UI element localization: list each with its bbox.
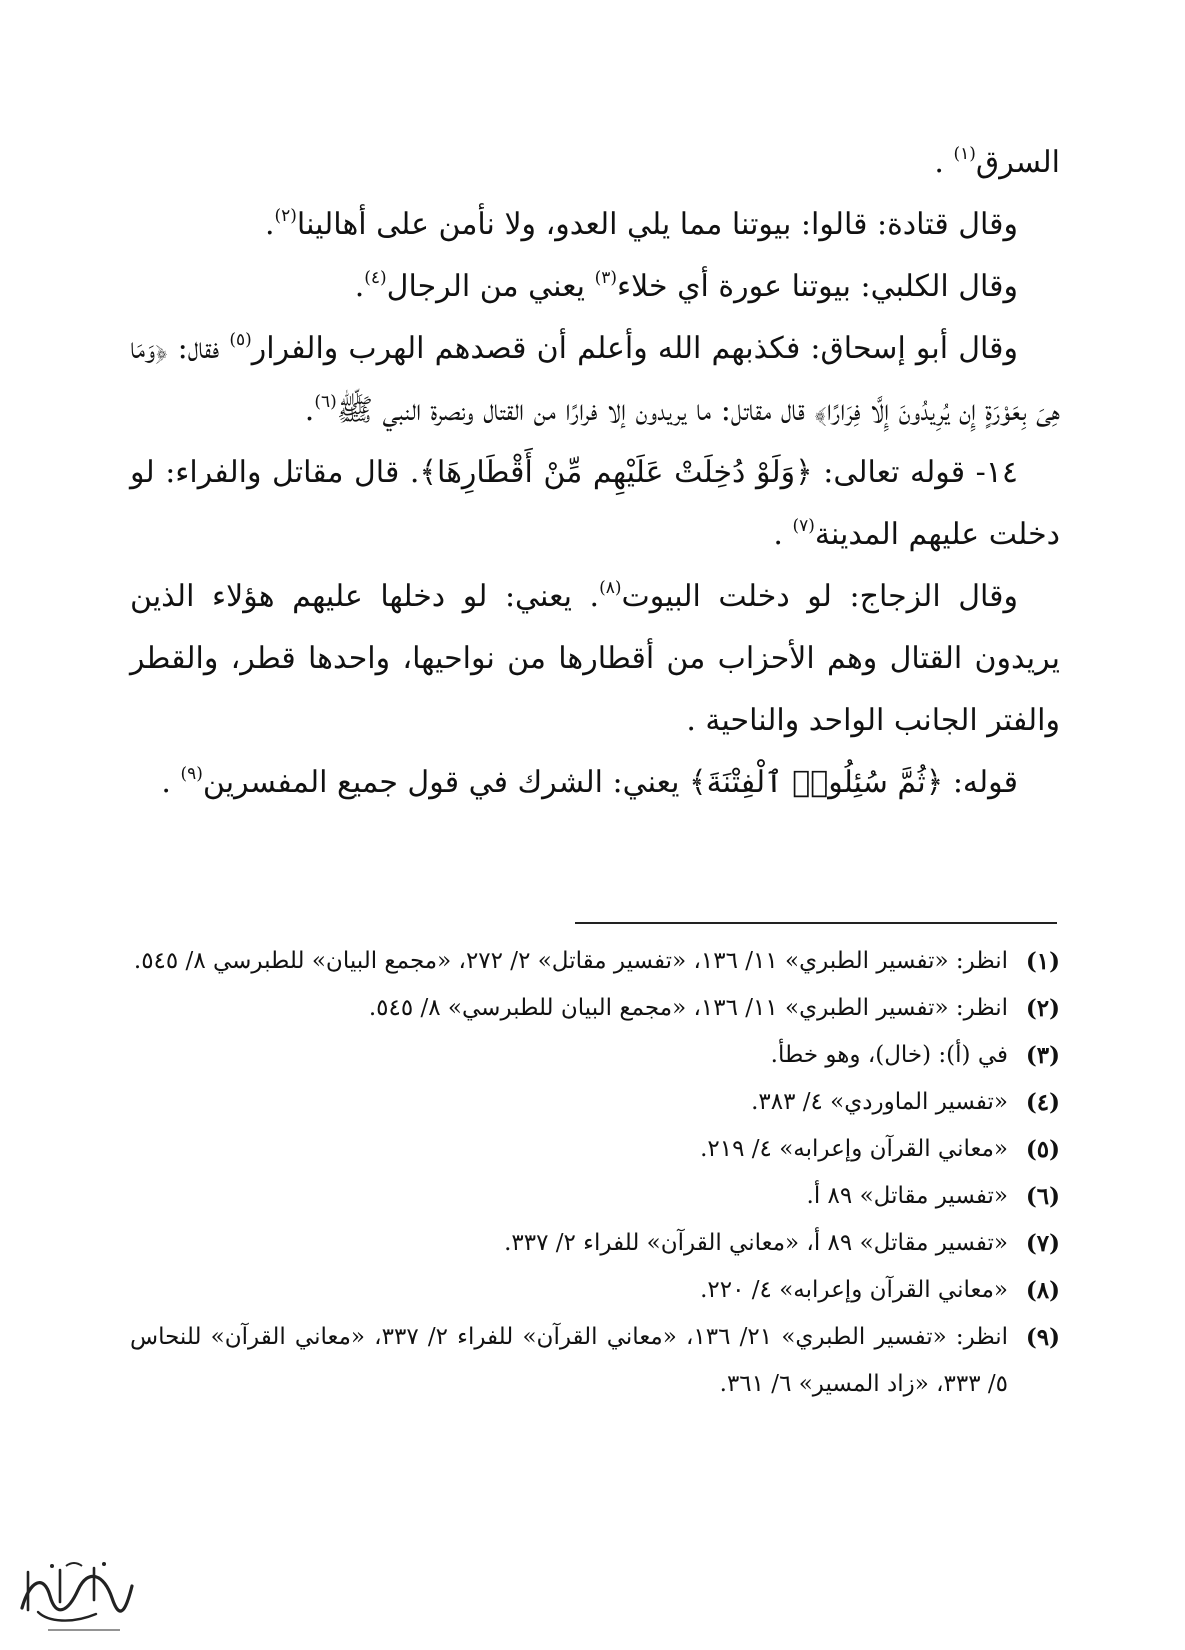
paragraph-6 — [130, 566, 1060, 752]
footnote-number: (٩) — [1025, 1324, 1060, 1351]
footnote-text: «معاني القرآن وإعرابه» ٤/ ٢١٩. — [700, 1136, 1008, 1162]
paragraph-text: قوله: ﴿ثُمَّ سُئِلُوا۟ ٱلْفِتْنَةَ﴾ يعني: الشرك في قول جميع المفسرين — [202, 765, 1018, 800]
footnote-text: «تفسير الماوردي» ٤/ ٣٨٣. — [751, 1089, 1008, 1115]
footnotes — [130, 938, 1060, 1408]
main-text — [130, 132, 1060, 814]
paragraph-text: . — [161, 765, 181, 800]
footnote-1 — [130, 938, 1060, 985]
paragraph-5 — [130, 442, 1060, 566]
paragraph-text: . — [304, 393, 315, 428]
footnote-number: (٨) — [1025, 1277, 1060, 1304]
paragraph-text: . يعني: لو دخلها عليهم هؤلاء الذين يريدون القتال وهم الأحزاب من أقطارها من نواحيها، واحدها قطر، والقطر والفتر الجانب الواحد والناحية . — [130, 579, 1060, 738]
footnote-number: (٣) — [1025, 1042, 1060, 1069]
paragraph-2 — [130, 194, 1060, 256]
footnote-text: في (أ): (خال)، وهو خطأ. — [770, 1042, 1008, 1068]
paragraph-4 — [130, 318, 1060, 442]
paragraph-text: . — [934, 145, 954, 180]
footnote-ref[interactable]: (٩) — [180, 764, 203, 784]
paragraph-3 — [130, 256, 1060, 318]
footnote-text: «تفسير مقاتل» ٨٩ أ، «معاني القرآن» للفراء ٢/ ٣٣٧. — [504, 1230, 1008, 1256]
footnote-ref[interactable]: (٥) — [229, 330, 252, 350]
paragraph-text: وقال قتادة: قالوا: بيوتنا مما يلي العدو، ولا نأمن على أهالينا — [296, 207, 1018, 242]
footnote-number: (٦) — [1025, 1183, 1060, 1210]
footnote-number: (٢) — [1025, 995, 1060, 1022]
footnote-4 — [130, 1079, 1060, 1126]
footnote-number: (٥) — [1025, 1136, 1060, 1163]
footnote-text: انظر: «تفسير الطبري» ٢١/ ١٣٦، «معاني القرآن» للفراء ٢/ ٣٣٧، «معاني القرآن» للنحاس ٥/ ٣٣٣، «زاد المسير» ٦/ ٣٦١. — [130, 1324, 1009, 1397]
footnote-ref[interactable]: (٦) — [314, 392, 337, 412]
paragraph-text: السرق — [975, 145, 1060, 180]
footnote-5 — [130, 1126, 1060, 1173]
paragraph-1 — [130, 132, 1060, 194]
footnote-7 — [130, 1220, 1060, 1267]
footnote-ref[interactable]: (٨) — [599, 578, 622, 598]
paragraph-text: . — [773, 517, 793, 552]
footnote-9 — [130, 1314, 1060, 1408]
calligraphy-logo-icon — [8, 1550, 138, 1640]
publisher-logo — [8, 1550, 138, 1640]
footnote-number: (١) — [1025, 948, 1060, 975]
footnote-ref[interactable]: (٤) — [364, 268, 387, 288]
paragraph-text: . — [354, 269, 365, 304]
paragraph-text: وقال الكلبي: بيوتنا عورة أي خلاء — [616, 269, 1018, 304]
paragraph-text: يعني من الرجال — [386, 269, 595, 304]
footnote-8 — [130, 1267, 1060, 1314]
footnote-text: «تفسير مقاتل» ٨٩ أ. — [806, 1183, 1008, 1209]
paragraph-text: . — [264, 207, 275, 242]
footnote-ref[interactable]: (٧) — [792, 516, 815, 536]
paragraph-text: فقال: ﴿وَمَا هِىَ بِعَوْرَةٍ إِن يُرِيدُونَ إِلَّا فِرَارًا﴾ قال مقاتل: ما يريدون إلا فرارًا من القتال ونصرة النبي ﷺ — [130, 331, 1060, 428]
footnote-number: (٤) — [1025, 1089, 1060, 1116]
footnote-3 — [130, 1032, 1060, 1079]
footnote-ref[interactable]: (٢) — [274, 206, 297, 226]
paragraph-text: وقال أبو إسحاق: فكذبهم الله وأعلم أن قصدهم الهرب والفرار — [251, 331, 1018, 366]
footnote-ref[interactable]: (٣) — [594, 268, 617, 288]
footnote-text: «معاني القرآن وإعرابه» ٤/ ٢٢٠. — [700, 1277, 1008, 1303]
paragraph-text: وقال الزجاج: لو دخلت البيوت — [621, 579, 1018, 614]
footnote-2 — [130, 985, 1060, 1032]
footnote-ref[interactable]: (١) — [953, 144, 976, 164]
paragraph-7 — [130, 752, 1060, 814]
paragraph-text: ١٤- قوله تعالى: ﴿وَلَوْ دُخِلَتْ عَلَيْهِم مِّنْ أَقْطَارِهَا﴾. قال مقاتل والفراء: لو دخلت عليهم المدينة — [130, 455, 1060, 552]
footnote-text: انظر: «تفسير الطبري» ١١/ ١٣٦، «تفسير مقاتل» ٢/ ٢٧٢، «مجمع البيان» للطبرسي ٨/ ٥٤٥. — [133, 948, 1008, 974]
footnote-6 — [130, 1173, 1060, 1220]
footnote-number: (٧) — [1025, 1230, 1060, 1257]
footnote-divider — [575, 922, 1057, 924]
footnote-text: انظر: «تفسير الطبري» ١١/ ١٣٦، «مجمع البيان للطبرسي» ٨/ ٥٤٥. — [368, 995, 1008, 1021]
